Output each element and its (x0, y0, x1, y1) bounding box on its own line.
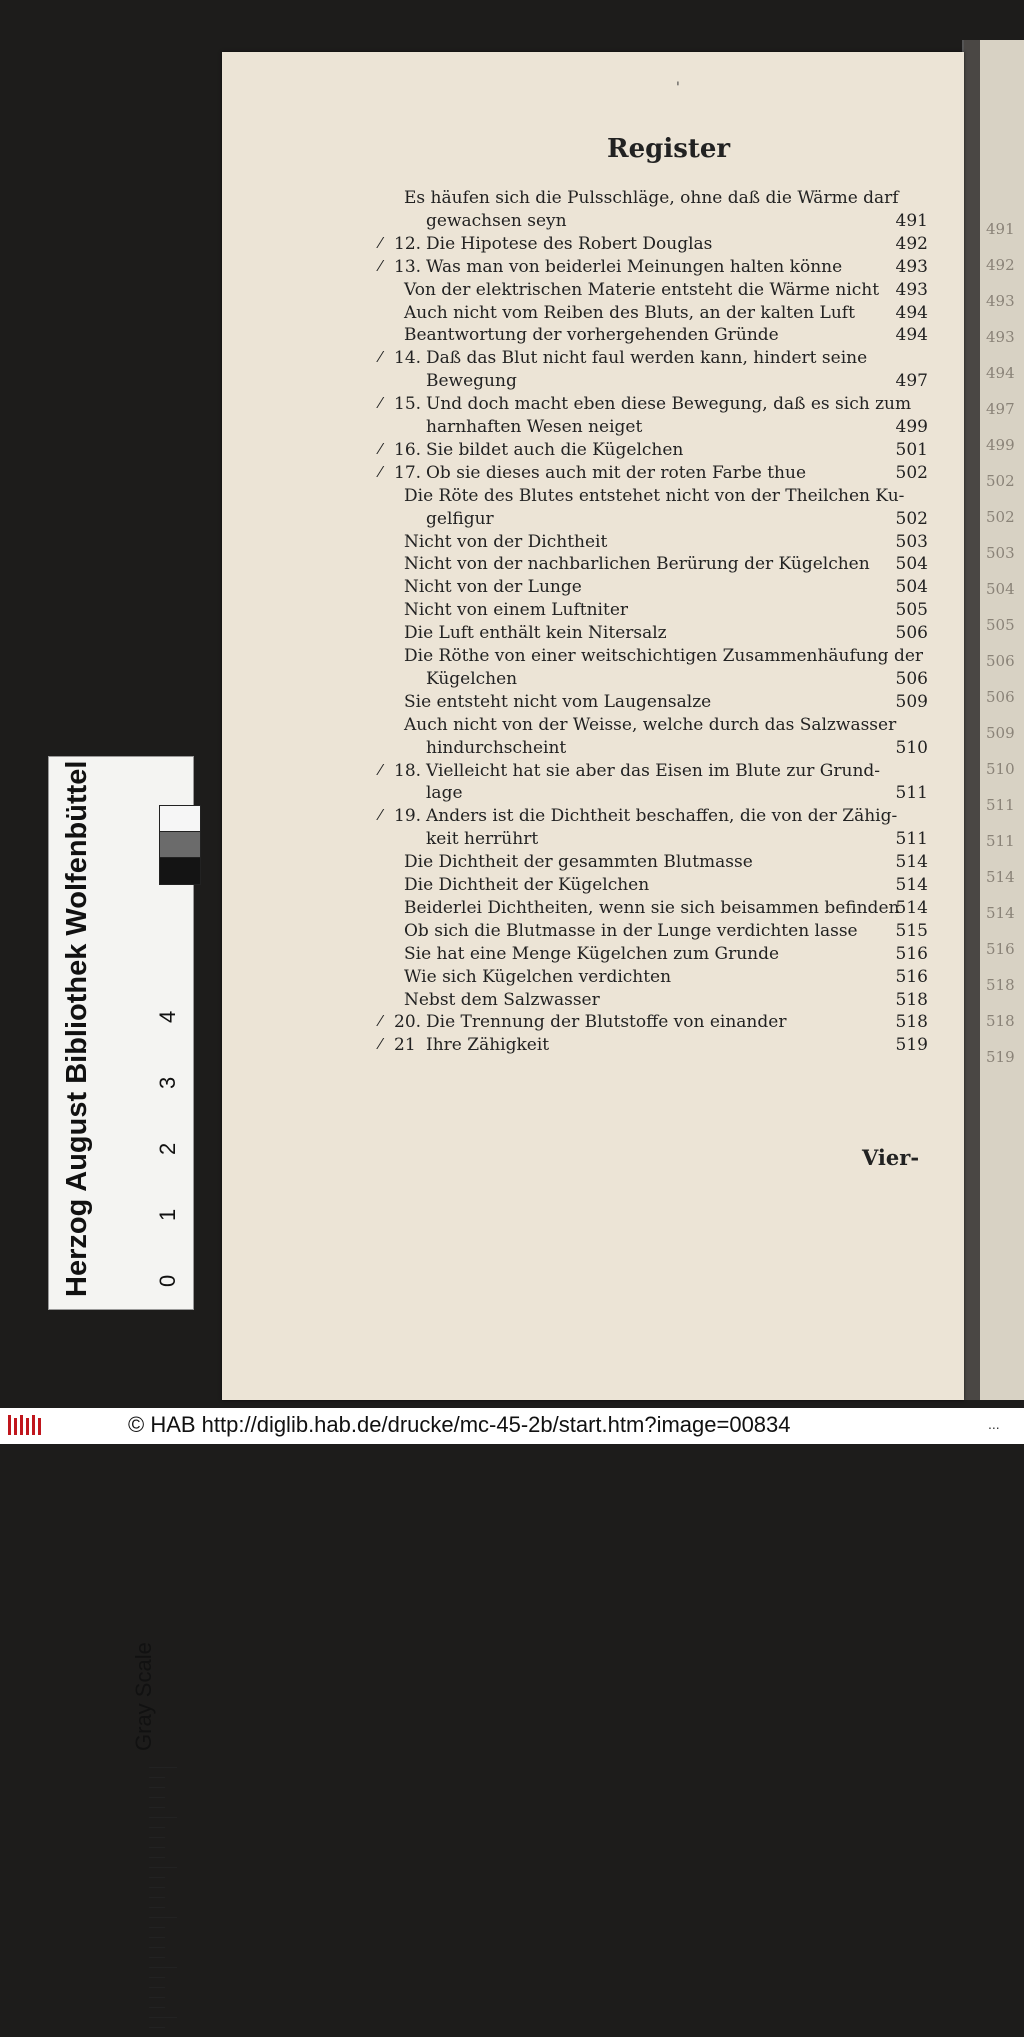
entry-mark: ⁄ (379, 1012, 382, 1031)
entry-text: Die Hipotese des Robert Douglas (426, 233, 713, 254)
entry-number: 15. (394, 394, 422, 415)
register-entry (222, 715, 964, 737)
entry-page-number: 514 (895, 875, 928, 895)
register-entry (222, 417, 964, 439)
entry-page-number: 509 (895, 691, 928, 712)
entry-page-number: 493 (895, 256, 928, 277)
facing-page-number: 516 (986, 940, 1015, 958)
entry-text: Auch nicht vom Reiben des Bluts, an der kalten Luft (404, 302, 855, 323)
entry-text: Daß das Blut nicht faul werden kann, hindert seine (426, 348, 868, 369)
ruler-tick (149, 2007, 165, 2008)
entry-mark: ⁄ (379, 806, 382, 825)
ruler-tick (149, 1827, 165, 1828)
register-entry (222, 921, 964, 943)
ruler-tick (149, 1847, 165, 1848)
register-entry (222, 463, 964, 485)
facing-page-number: 504 (986, 580, 1015, 598)
entry-page-number: 502 (895, 462, 928, 483)
entry-page-number: 518 (895, 1012, 928, 1033)
entry-page-number: 505 (895, 600, 928, 621)
register-entry (222, 852, 964, 874)
entry-mark: ⁄ (379, 462, 382, 481)
catchword: Vier- (862, 1145, 920, 1170)
page-gutter (964, 40, 980, 1400)
ruler-tick (149, 1777, 165, 1778)
facing-page-number: 518 (986, 1012, 1015, 1030)
entry-text: Sie bildet auch die Kügelchen (426, 439, 684, 460)
entry-text: Die Trennung der Blutstoffe von einander (426, 1012, 787, 1033)
register-entry (222, 532, 964, 554)
entry-page-number: 493 (895, 279, 928, 300)
register-entry (222, 303, 964, 325)
entry-text: Was man von beiderlei Meinungen halten könne (426, 256, 843, 277)
register-entry (222, 280, 964, 302)
register-entry (222, 394, 964, 416)
ruler-tick (149, 1837, 165, 1838)
entry-number: 17. (394, 462, 422, 483)
ruler-number: 2 (155, 1142, 180, 1155)
entry-text: gewachsen seyn (426, 210, 567, 231)
entry-number: 21 (394, 1035, 416, 1056)
register-entry (222, 554, 964, 576)
ruler-tick (149, 2027, 165, 2028)
entry-page-number: 497 (895, 371, 928, 392)
entry-number: 18. (394, 760, 422, 781)
entry-text: Bewegung (426, 371, 517, 392)
entry-text: Die Dichtheit der Kügelchen (404, 875, 650, 895)
register-entry (222, 440, 964, 462)
register-entry (222, 257, 964, 279)
register-entry (222, 1012, 964, 1034)
register-entry (222, 669, 964, 691)
register-entry (222, 990, 964, 1012)
entry-page-number: 502 (895, 508, 928, 529)
entry-text: hindurchscheint (426, 737, 567, 758)
entry-page-number: 519 (895, 1035, 928, 1056)
entry-number: 12. (394, 233, 422, 254)
entry-page-number: 511 (895, 829, 928, 850)
facing-page-number: 518 (986, 976, 1015, 994)
register-entry (222, 348, 964, 370)
entry-page-number: 506 (895, 668, 928, 689)
register-entry (222, 967, 964, 989)
facing-page-number: 514 (986, 904, 1015, 922)
ruler-tick (149, 1947, 165, 1948)
entry-text: Nicht von einem Luftniter (404, 600, 629, 621)
ruler-tick (149, 1987, 165, 1988)
register-entry (222, 783, 964, 805)
entry-page-number: 506 (895, 623, 928, 644)
entry-text: Die Röthe von einer weitschichtigen Zusammenhäufung der (404, 646, 924, 666)
facing-page-number: 506 (986, 688, 1015, 706)
facing-page-number: 494 (986, 364, 1015, 382)
register-entry (222, 188, 964, 210)
entry-text: keit herrührt (426, 829, 539, 850)
entry-mark: ⁄ (379, 1035, 382, 1054)
entry-page-number: 492 (895, 233, 928, 254)
entry-page-number: 501 (895, 439, 928, 460)
entry-page-number: 514 (895, 897, 928, 918)
entry-text: lage (426, 783, 463, 804)
entry-number: 13. (394, 256, 422, 277)
facing-page-number: 493 (986, 328, 1015, 346)
entry-text: gelfigur (426, 508, 494, 529)
ruler-tick (149, 1767, 177, 1768)
entry-mark: ⁄ (379, 760, 382, 779)
entry-mark: ⁄ (379, 256, 382, 275)
ruler-tick (149, 2017, 177, 2018)
register-entry (222, 738, 964, 760)
entry-page-number: 511 (895, 783, 928, 804)
entry-text: harnhaften Wesen neiget (426, 417, 643, 437)
ruler-tick (149, 1997, 165, 1998)
entry-text: Und doch macht eben diese Bewegung, daß es sich zum (426, 394, 912, 415)
entry-page-number: 494 (895, 302, 928, 323)
entry-text: Beantwortung der vorhergehenden Gründe (404, 325, 779, 346)
entry-page-number: 516 (895, 966, 928, 987)
register-entry (222, 325, 964, 347)
page-title: Register (607, 134, 731, 164)
entry-page-number: 516 (895, 943, 928, 964)
facing-page-number: 503 (986, 544, 1015, 562)
register-entry (222, 371, 964, 393)
black-swatch (159, 857, 201, 885)
register-entry (222, 211, 964, 233)
entry-text: Ihre Zähigkeit (426, 1035, 550, 1056)
entry-text: Sie entsteht nicht vom Laugensalze (404, 691, 712, 712)
register-entry (222, 806, 964, 828)
entry-page-number: 499 (895, 417, 928, 437)
entry-text: Nicht von der Dichtheit (404, 531, 608, 552)
facing-page-number: 519 (986, 1048, 1015, 1066)
facing-page-number: 506 (986, 652, 1015, 670)
entry-text: Vielleicht hat sie aber das Eisen im Blute zur Grund- (426, 760, 881, 781)
entry-text: Von der elektrischen Materie entsteht die Wärme nicht (404, 279, 880, 300)
ruler-tick (149, 1887, 165, 1888)
register-page (222, 52, 964, 1400)
facing-page-number: 514 (986, 868, 1015, 886)
register-entry (222, 692, 964, 714)
register-entry (222, 509, 964, 531)
entry-text: Ob sie dieses auch mit der roten Farbe thue (426, 462, 807, 483)
ruler-tick (149, 1917, 177, 1918)
entry-text: Beiderlei Dichtheiten, wenn sie sich beisammen befinden (404, 897, 900, 918)
register-entry (222, 898, 964, 920)
facing-page-number: 492 (986, 256, 1015, 274)
entry-page-number: 514 (895, 852, 928, 873)
ruler-tick (149, 1967, 177, 1968)
entry-text: Die Dichtheit der gesammten Blutmasse (404, 852, 753, 873)
entry-number: 14. (394, 348, 422, 369)
copyright-url[interactable]: © HAB http://diglib.hab.de/drucke/mc-45-2b/start.htm?image=00834 (128, 1412, 791, 1437)
ruler-tick (149, 1797, 165, 1798)
entry-page-number: 503 (895, 531, 928, 552)
entry-text: Kügelchen (426, 668, 518, 689)
white-swatch (159, 805, 201, 833)
entry-mark: ⁄ (379, 348, 382, 367)
entry-page-number: 510 (895, 737, 928, 758)
facing-page-number: 510 (986, 760, 1015, 778)
entry-page-number: 518 (895, 989, 928, 1010)
register-entry (222, 486, 964, 508)
ruler-tick (149, 1957, 165, 1958)
ruler-tick (149, 1937, 165, 1938)
ruler-number: 3 (155, 1076, 180, 1089)
register-entry (222, 829, 964, 851)
entry-text: Ob sich die Blutmasse in der Lunge verdichten lasse (404, 920, 858, 941)
ruler (149, 1767, 179, 2037)
register-entry (222, 623, 964, 645)
header-mark: ' (676, 80, 680, 96)
facing-page-number: 505 (986, 616, 1015, 634)
entry-number: 19. (394, 806, 422, 827)
entry-page-number: 515 (895, 920, 928, 941)
register-entry (222, 577, 964, 599)
register-entry (222, 234, 964, 256)
entry-number: 20. (394, 1012, 422, 1033)
ruler-tick (149, 1857, 165, 1858)
entry-text: Wie sich Kügelchen verdichten (404, 966, 672, 987)
ruler-number: 1 (155, 1208, 180, 1221)
ruler-tick (149, 1877, 165, 1878)
ruler-tick (149, 1977, 165, 1978)
color-scale-card (48, 756, 194, 1751)
ruler-tick (149, 1897, 165, 1898)
ruler-number: 0 (155, 1274, 180, 1287)
facing-page-number: 499 (986, 436, 1015, 454)
facing-page-number: 509 (986, 724, 1015, 742)
ruler-tick (149, 1787, 165, 1788)
gray-swatch (159, 831, 201, 859)
ruler-tick (149, 1867, 177, 1868)
entry-text: Die Luft enthält kein Nitersalz (404, 623, 667, 644)
entry-mark: ⁄ (379, 233, 382, 252)
register-entry (222, 646, 964, 668)
facing-page-number: 497 (986, 400, 1015, 418)
facing-page-number: 502 (986, 472, 1015, 490)
entry-mark: ⁄ (379, 394, 382, 413)
ruler-tick (149, 1927, 165, 1928)
register-entry (222, 600, 964, 622)
entry-page-number: 491 (895, 210, 928, 231)
entry-mark: ⁄ (379, 439, 382, 458)
ruler-number: 4 (155, 1010, 180, 1023)
entry-text: Die Röte des Blutes entstehet nicht von der Theilchen Ku- (404, 485, 905, 506)
ruler-tick (149, 1907, 165, 1908)
entry-text: Nicht von der nachbarlichen Berürung der Kügelchen (404, 554, 870, 575)
ruler-tick (149, 1817, 177, 1818)
hab-logo-icon (6, 1412, 46, 1438)
entry-text: Es häufen sich die Pulsschläge, ohne daß die Wärme darf (404, 188, 899, 208)
ruler-tick (149, 1807, 165, 1808)
facing-page-number: 511 (986, 796, 1015, 814)
entry-text: Anders ist die Dichtheit beschaffen, die von der Zähig- (426, 806, 898, 827)
entry-text: Sie hat eine Menge Kügelchen zum Grunde (404, 943, 780, 964)
entry-page-number: 504 (895, 554, 928, 575)
register-entry (222, 1035, 964, 1057)
entry-page-number: 504 (895, 577, 928, 598)
entry-text: Nebst dem Salzwasser (404, 989, 600, 1010)
facing-page-number: 491 (986, 220, 1015, 238)
menu-dots-icon[interactable]: ... (988, 1416, 1000, 1432)
register-entry (222, 944, 964, 966)
entry-number: 16. (394, 439, 422, 460)
facing-page-edge (962, 40, 1024, 1400)
register-entry (222, 875, 964, 897)
facing-page-number: 511 (986, 832, 1015, 850)
institution-name: Herzog August Bibliothek Wolfenbüttel (61, 760, 93, 1297)
facing-page-number: 502 (986, 508, 1015, 526)
register-entry (222, 761, 964, 783)
facing-page-number: 493 (986, 292, 1015, 310)
entry-text: Nicht von der Lunge (404, 577, 582, 598)
entry-page-number: 494 (895, 325, 928, 346)
footer-bar (0, 1408, 1024, 1444)
gray-scale-label: Gray Scale (131, 1642, 156, 1751)
entry-text: Auch nicht von der Weisse, welche durch das Salzwasser (404, 714, 897, 735)
